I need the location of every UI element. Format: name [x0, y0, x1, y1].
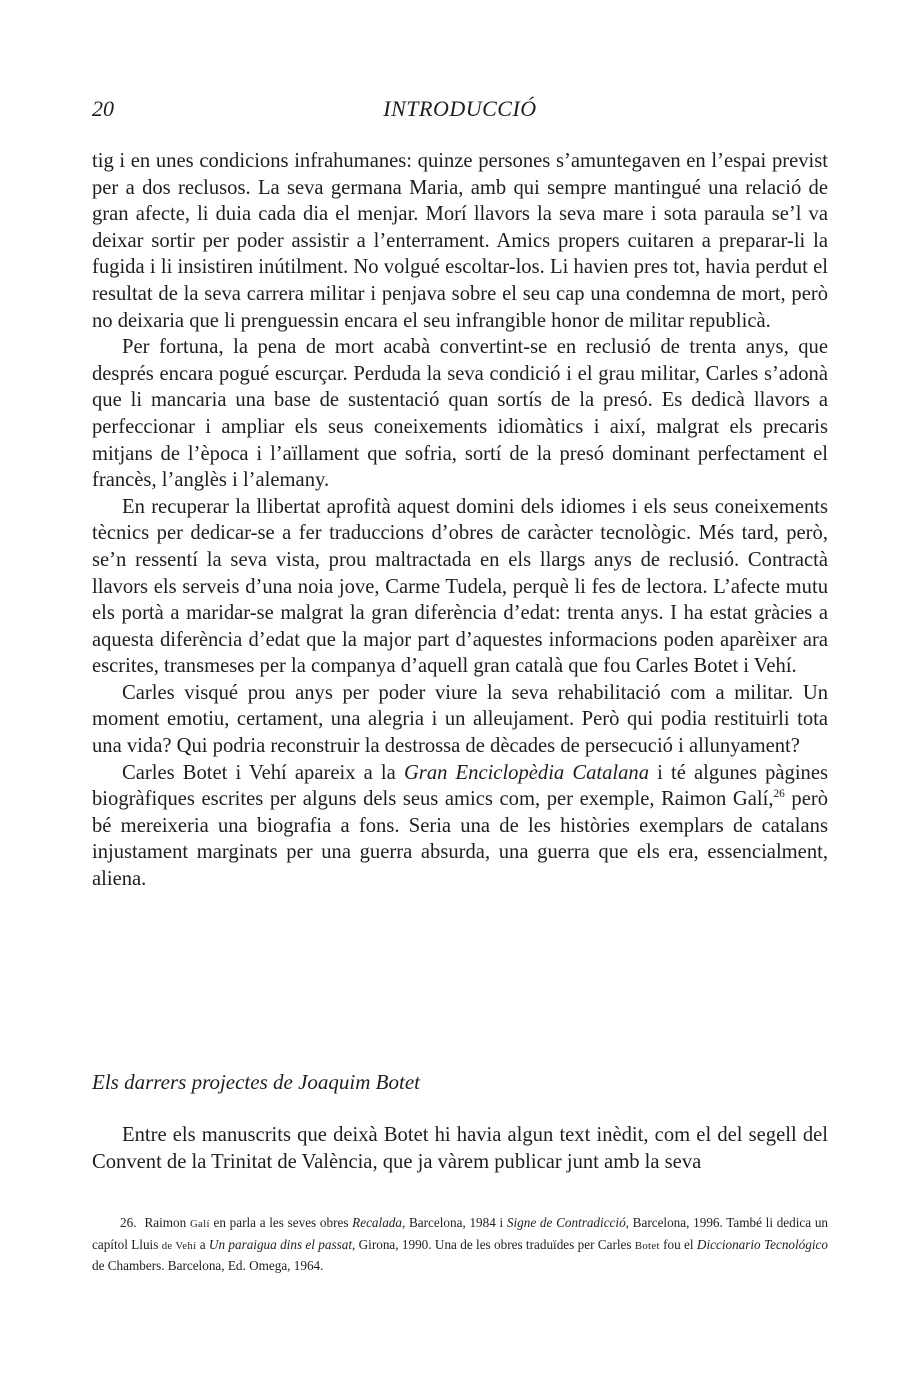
footnotes — [92, 1213, 828, 1276]
paragraph-4: Carles visqué prou anys per poder viure la seva rehabilitació com a militar. Un moment emotiu, certament, una alegria i un alleujament. Però qui podia restituirli tota una vida? Qui podria reconstruir la destrossa de dècades de persecució i allunyament? — [92, 681, 828, 758]
paragraph-5-text-c: però bé mereixeria una biografia a fons. Seria una de les històries exemplars de catalans injustament marginats per una guerra absurda, una guerra que els era, essencialment, aliena. — [92, 788, 828, 891]
footnote-author-name: Botet — [634, 1239, 660, 1252]
paragraph-5-text-a: Carles Botet i Vehí apareix a la — [122, 761, 404, 784]
book-page — [92, 0, 828, 1387]
footnote-text-3: , Barcelona, 1984 i — [401, 1215, 507, 1230]
footnote-work-title: Un paraigua dins el passat — [208, 1236, 352, 1252]
section-body — [92, 1122, 828, 1175]
footnote-text-4: , Barcelona, 1996. També li dedica un capítol Lluis — [92, 1215, 829, 1252]
footnote-number: 26. — [120, 1215, 137, 1230]
footnote-reference[interactable]: 26 — [773, 788, 785, 801]
body-text — [92, 148, 828, 893]
paragraph-5-text-b: i té algunes pàgines biogràfiques escrites per alguns dels seus amics com, per exemple, Raimon Galí, — [92, 761, 829, 811]
running-title: INTRODUCCIÓ — [383, 96, 537, 121]
paragraph-3: En recuperar la llibertat aprofità aquest domini dels idiomes i els seus coneixements tècnics per dedicar-se a fer traduccions d’obres de caràcter tecnològic. Més tard, però, se’n ressentí la seva vista, prou maltractada en els llargs anys de reclusió. Contractà llavors els serveis d’una noia jove, Carme Tudela, perquè li fes de lectora. L’afecte mutu els portà a maridar-se malgrat la gran diferència d’edat: trenta anys. I ha estat gràcies a aquesta diferència d’edat que la major part d’aquestes informacions poden aparèixer ara escrites, transmeses per la companya d’aquell gran català que fou Carles Botet i Vehí. — [92, 495, 828, 678]
footnote-author-name: Galí — [189, 1218, 210, 1230]
page-number: 20 — [92, 96, 114, 121]
running-head — [92, 96, 828, 130]
footnote-work-title: Signe de Contradicció — [506, 1215, 626, 1230]
footnote-text-8: de Chambers. Barcelona, Ed. Omega, 1964. — [92, 1258, 324, 1274]
footnote-text-5: a — [196, 1236, 209, 1252]
section-paragraph-1: Entre els manuscrits que deixà Botet hi havia algun text inèdit, com el del segell del Convent de la Trinitat de València, que ja vàrem publicar junt amb la seva — [92, 1124, 828, 1173]
section-heading: Els darrers projectes de Joaquim Botet — [92, 1070, 420, 1094]
footnote-work-title: Recalada — [352, 1215, 402, 1230]
footnote-author-name: de Vehí — [161, 1239, 197, 1252]
footnote-text-7: fou el — [659, 1236, 697, 1252]
footnote-text-2: en parla a les seves obres — [209, 1215, 353, 1230]
footnote-26 — [92, 1213, 828, 1276]
encyclopedia-title: Gran Enciclopèdia Catalana — [403, 761, 650, 784]
paragraph-2: Per fortuna, la pena de mort acabà convertint-se en reclusió de trenta anys, que després encara pogué escurçar. Perduda la seva condició i el grau militar, Carles s’adonà que li mancaria una base de sustentació quan sortís de la presó. Es dedicà llavors a perfeccionar i ampliar els seus coneixements idiomàtics i així, malgrat els precaris mitjans de l’època i l’aïllament que sofria, sortí de la presó dominant perfectament el francès, l’anglès i l’alemany. — [92, 336, 828, 492]
footnote-text-1: Raimon — [144, 1215, 190, 1230]
paragraph-5 — [92, 760, 828, 893]
footnote-work-title: Diccionario Tecnológico — [696, 1236, 828, 1252]
footnote-text-6: , Girona, 1990. Una de les obres traduïdes per Carles — [352, 1236, 635, 1252]
paragraph-1: tig i en unes condicions infrahumanes: quinze persones s’amuntegaven en l’espai previst per a dos reclusos. La seva germana Maria, amb qui sempre mantingué una relació de gran afecte, li duia cada dia el menjar. Morí llavors la seva mare i sota paraula se’l va deixar sortir per poder assistir a l’enterrament. Amics propers cuitaren a preparar-li la fugida i li insistiren inútilment. No volgué escoltar-los. Li havien pres tot, havia perdut el resultat de la seva carrera militar i penjava sobre el seu cap una condemna de mort, però no deixaria que li prenguessin encara el seu infrangible honor de militar republicà. — [92, 150, 828, 332]
